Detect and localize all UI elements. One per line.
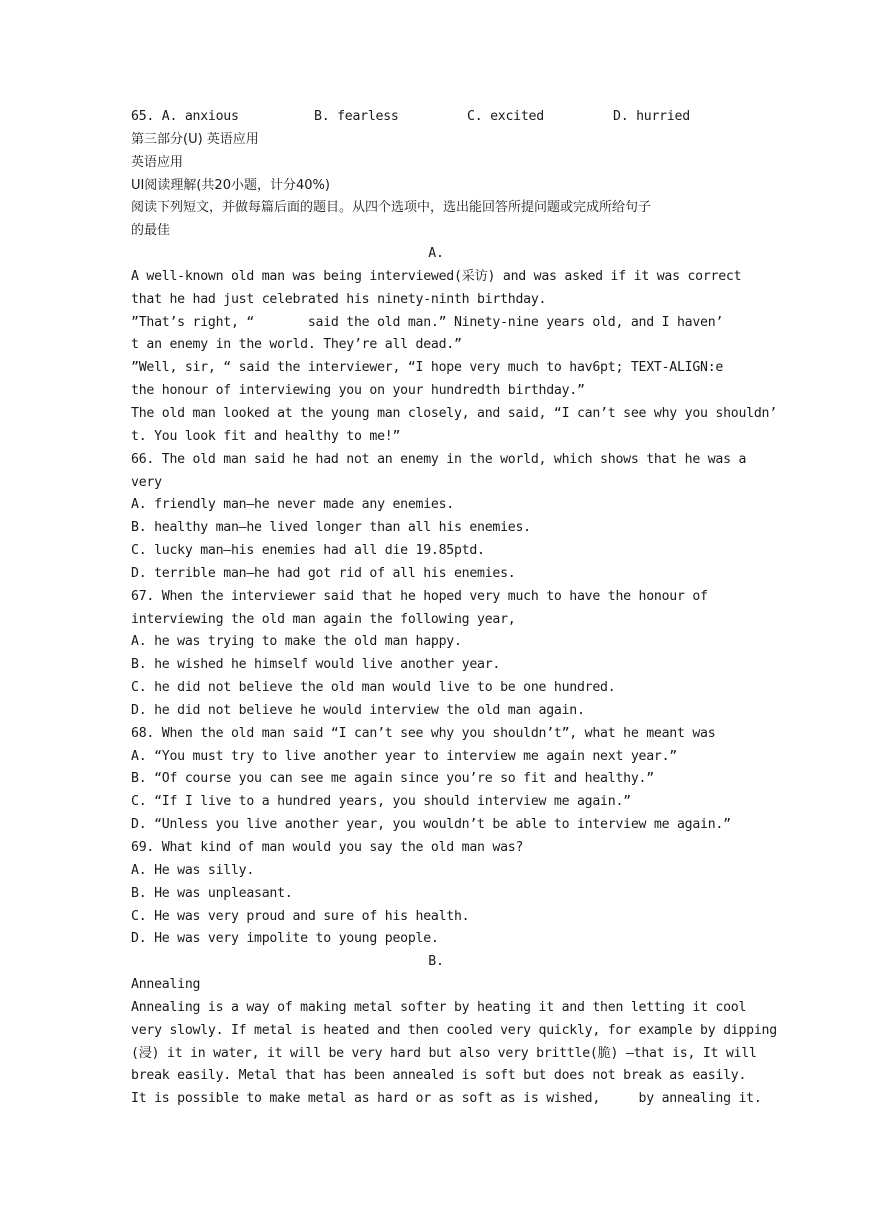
question-68-option-a: A. “You must try to live another year to interview me again next year.” bbox=[131, 748, 677, 764]
passage-a-line: the honour of interviewing you on your hundredth birthday.” bbox=[131, 383, 585, 399]
passage-a-label: A. bbox=[428, 246, 444, 262]
question-66-stem: very bbox=[131, 474, 162, 490]
passage-b-line: break easily. Metal that has been annealed is soft but does not break as easily. bbox=[131, 1068, 747, 1084]
question-69-option-c: C. He was very proud and sure of his health. bbox=[131, 908, 470, 924]
question-69-option-a: A. He was silly. bbox=[131, 862, 255, 878]
question-65 bbox=[131, 106, 741, 129]
passage-b-line: Annealing is a way of making metal softer by heating it and then letting it cool bbox=[131, 999, 747, 1015]
question-67-option-d: D. he did not believe he would interview the old man again. bbox=[131, 702, 585, 718]
passage-b-line: It is possible to make metal as hard or as soft as is wished, by annealing it. bbox=[131, 1091, 762, 1107]
question-67-option-b: B. he wished he himself would live another year. bbox=[131, 657, 501, 673]
question-68-stem: 68. When the old man said “I can’t see why you shouldn’t”, what he meant was bbox=[131, 725, 716, 741]
passage-b-title: Annealing bbox=[131, 977, 201, 993]
instructions-line: 的最佳 bbox=[131, 223, 171, 239]
question-69-stem: 69. What kind of man would you say the old man was? bbox=[131, 840, 524, 855]
passage-a-line: ”That’s right, “ said the old man.” Ninety-nine years old, and I haven’ bbox=[131, 314, 724, 330]
question-68-option-b: B. “Of course you can see me again since you’re so fit and healthy.” bbox=[131, 771, 654, 787]
question-69-option-b: B. He was unpleasant. bbox=[131, 885, 293, 901]
reading-title: UI阅读理解(共20小题，计分40%) bbox=[131, 177, 330, 193]
q65-option-d: D. hurried bbox=[613, 109, 690, 124]
section-subtitle: 英语应用 bbox=[131, 154, 184, 170]
document-page bbox=[131, 106, 777, 1111]
passage-a-line: ”Well, sir, “ said the interviewer, “I hope very much to hav6pt; TEXT-ALIGN:e bbox=[131, 360, 724, 376]
question-66-stem: 66. The old man said he had not an enemy in the world, which shows that he was a bbox=[131, 451, 747, 467]
question-69-option-d: D. He was very impolite to young people. bbox=[131, 931, 439, 947]
question-67-stem: interviewing the old man again the following year, bbox=[131, 611, 516, 627]
passage-a-line: The old man looked at the young man closely, and said, “I can’t see why you shouldn’ bbox=[131, 405, 777, 421]
passage-a-line: t. You look fit and healthy to me!” bbox=[131, 428, 401, 444]
passage-b-line: (浸) it in water, it will be very hard but also very brittle(脆) —that is, It will bbox=[131, 1045, 757, 1061]
question-68-option-c: C. “If I live to a hundred years, you should interview me again.” bbox=[131, 794, 631, 810]
question-66-option-a: A. friendly man—he never made any enemies. bbox=[131, 497, 454, 513]
passage-b-line: very slowly. If metal is heated and then cooled very quickly, for example by dipping bbox=[131, 1022, 777, 1038]
question-68-option-d: D. “Unless you live another year, you wouldn’t be able to interview me again.” bbox=[131, 817, 731, 833]
instructions-line: 阅读下列短文，并做每篇后面的题目。从四个选项中，选出能回答所提问题或完成所给句子 bbox=[131, 200, 652, 216]
q65-option-a: 65. A. anxious bbox=[131, 109, 239, 124]
question-67-option-c: C. he did not believe the old man would live to be one hundred. bbox=[131, 680, 616, 696]
q65-option-b: B. fearless bbox=[314, 109, 399, 124]
part-title: 第三部分(U) 英语应用 bbox=[131, 131, 259, 147]
passage-a-line: that he had just celebrated his ninety-ninth birthday. bbox=[131, 291, 547, 307]
question-67-stem: 67. When the interviewer said that he hoped very much to have the honour of bbox=[131, 588, 708, 604]
question-66-option-d: D. terrible man—he had got rid of all his enemies. bbox=[131, 565, 516, 581]
passage-a-line: t an enemy in the world. They’re all dead.” bbox=[131, 337, 462, 353]
passage-a-line: A well-known old man was being interviewed(采访) and was asked if it was correct bbox=[131, 268, 742, 284]
question-66-option-b: B. healthy man—he lived longer than all his enemies. bbox=[131, 520, 531, 536]
q65-option-c: C. excited bbox=[467, 109, 544, 124]
passage-b-label: B. bbox=[428, 954, 444, 970]
question-66-option-c: C. lucky man—his enemies had all die 19.85ptd. bbox=[131, 543, 485, 559]
question-67-option-a: A. he was trying to make the old man happy. bbox=[131, 634, 462, 650]
